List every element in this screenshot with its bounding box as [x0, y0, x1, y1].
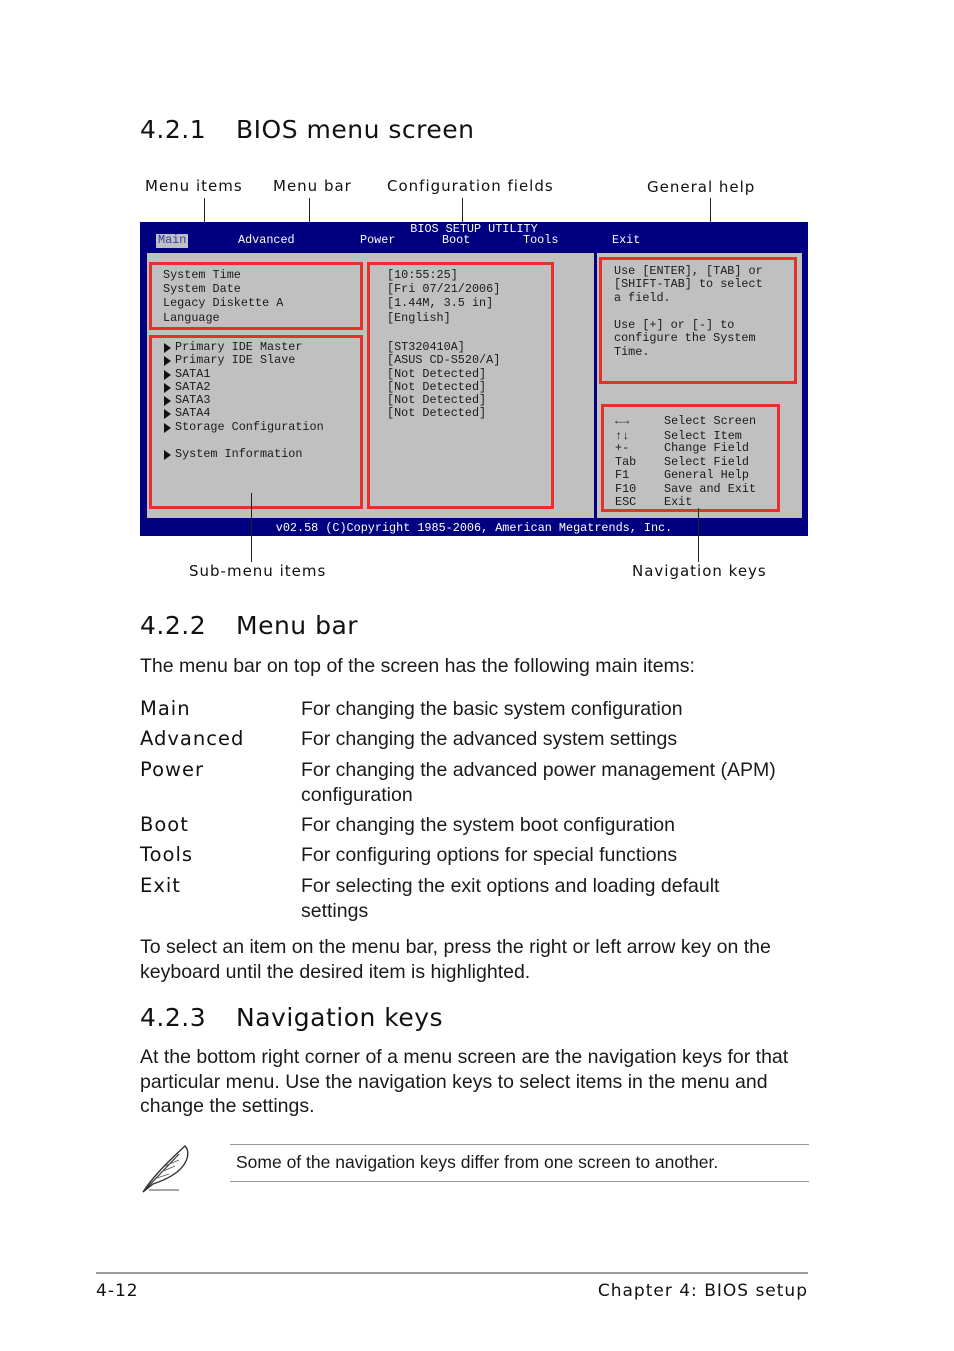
bios-value-system-time[interactable]: [10:55:25] — [387, 268, 458, 282]
bios-value-sata4: [Not Detected] — [387, 406, 487, 420]
leader-sub-menu-items — [251, 493, 252, 562]
callout-menu-items: Menu items — [145, 177, 243, 195]
highlight-navigation-keys — [601, 404, 780, 512]
bios-value-system-date[interactable]: [Fri 07/21/2006] — [387, 282, 501, 296]
bios-menu-power[interactable]: Power — [360, 233, 396, 247]
callout-configuration-fields: Configuration fields — [387, 177, 554, 195]
bios-menu-tools[interactable]: Tools — [523, 233, 559, 247]
bios-submenu-primary-ide-master[interactable]: Primary IDE Master — [175, 340, 303, 354]
bios-submenu-sata4[interactable]: SATA4 — [175, 406, 211, 420]
callout-general-help: General help — [647, 178, 756, 196]
navigation-paragraph: At the bottom right corner of a menu screen are the navigation keys for that particular menu. Use the navigation keys to select items in the menu and change the settings. — [140, 1046, 789, 1117]
page-number: 4-12 — [96, 1281, 139, 1301]
help-line: Use [ENTER], [TAB] or — [614, 264, 763, 278]
term-main: Main — [140, 697, 191, 720]
nav-action-select-screen: Select Screen — [664, 414, 757, 428]
nav-key-f10: F10 — [615, 482, 637, 496]
help-line: a field. — [614, 291, 671, 305]
nav-action-general-help: General Help — [664, 468, 749, 482]
highlight-menu-items — [149, 262, 363, 330]
bios-menu-advanced[interactable]: Advanced — [238, 233, 295, 247]
desc-exit: For selecting the exit options and loading default settings — [301, 875, 720, 922]
bios-menu-exit[interactable]: Exit — [612, 233, 641, 247]
section-title-navigation-keys: 4.2.3 Navigation keys — [140, 1003, 444, 1032]
help-line: Time. — [614, 345, 650, 359]
bios-copyright-footer: v02.58 (C)Copyright 1985-2006, American Megatrends, Inc. — [275, 520, 673, 535]
bios-submenu-system-information[interactable]: System Information — [175, 447, 303, 461]
bios-item-language[interactable]: Language — [163, 311, 220, 325]
bios-item-system-time[interactable]: System Time — [163, 268, 241, 282]
bios-item-system-date[interactable]: System Date — [163, 282, 241, 296]
bios-menu-boot[interactable]: Boot — [442, 233, 471, 247]
highlight-sub-menu-items — [149, 335, 363, 509]
callout-navigation-keys: Navigation keys — [632, 562, 767, 580]
help-line: configure the System — [614, 331, 756, 345]
nav-action-select-item: Select Item — [664, 429, 742, 443]
bios-submenu-sata2[interactable]: SATA2 — [175, 380, 211, 394]
desc-main: For changing the basic system configuration — [301, 698, 683, 720]
bios-value-sata2: [Not Detected] — [387, 380, 487, 394]
section-title-menu-bar: 4.2.2 Menu bar — [140, 611, 359, 640]
note-text: Some of the navigation keys differ from one screen to another. — [236, 1152, 719, 1172]
desc-tools: For configuring options for special functions — [301, 844, 678, 866]
leader-navigation-keys — [698, 508, 699, 562]
desc-power: For changing the advanced power management (APM) configuration — [301, 759, 776, 806]
nav-action-change-field: Change Field — [664, 441, 749, 455]
term-exit: Exit — [140, 874, 181, 897]
nav-key-plus-minus: +- — [615, 441, 630, 455]
bios-item-legacy-diskette[interactable]: Legacy Diskette A — [163, 296, 284, 310]
desc-advanced: For changing the advanced system settings — [301, 728, 678, 750]
term-power: Power — [140, 758, 204, 781]
bios-submenu-sata3[interactable]: SATA3 — [175, 393, 211, 407]
bios-value-language[interactable]: [English] — [387, 311, 451, 325]
nav-action-exit: Exit — [664, 495, 693, 509]
nav-action-select-field: Select Field — [664, 455, 749, 469]
feather-note-icon — [139, 1140, 195, 1196]
menubar-outro: To select an item on the menu bar, press the right or left arrow key on the keyboard until the desired item is highlighted. — [140, 936, 771, 983]
term-tools: Tools — [140, 843, 194, 866]
note-bottom-rule — [230, 1181, 809, 1182]
nav-key-tab: Tab — [615, 455, 637, 469]
term-boot: Boot — [140, 813, 189, 836]
bios-value-ide-master: [ST320410A] — [387, 340, 465, 354]
bios-title: BIOS SETUP UTILITY — [410, 222, 538, 236]
callout-menu-bar: Menu bar — [273, 177, 352, 195]
callout-sub-menu-items: Sub-menu items — [189, 562, 327, 580]
help-line: [SHIFT-TAB] to select — [614, 277, 763, 291]
help-line: Use [+] or [-] to — [614, 318, 735, 332]
nav-key-up-down-icon: ↑↓ — [615, 429, 630, 443]
page-footer-rule — [96, 1272, 808, 1274]
section-title-bios-menu-screen: 4.2.1 BIOS menu screen — [140, 115, 475, 144]
nav-key-left-right-icon: ←→ — [615, 414, 630, 428]
desc-boot: For changing the system boot configuration — [301, 814, 675, 836]
highlight-configuration-fields — [367, 262, 554, 509]
chapter-title: Chapter 4: BIOS setup — [597, 1281, 808, 1301]
bios-submenu-primary-ide-slave[interactable]: Primary IDE Slave — [175, 353, 296, 367]
bios-value-sata3: [Not Detected] — [387, 393, 487, 407]
bios-submenu-storage-configuration[interactable]: Storage Configuration — [175, 420, 324, 434]
bios-submenu-sata1[interactable]: SATA1 — [175, 367, 211, 381]
note-top-rule — [230, 1144, 809, 1145]
nav-key-esc: ESC — [615, 495, 637, 509]
highlight-general-help — [599, 257, 797, 384]
bios-value-ide-slave: [ASUS CD-S520/A] — [387, 353, 501, 367]
bios-value-sata1: [Not Detected] — [387, 367, 487, 381]
term-advanced: Advanced — [140, 727, 245, 750]
menubar-intro: The menu bar on top of the screen has the following main items: — [140, 655, 695, 677]
bios-menu-main[interactable]: Main — [158, 233, 187, 247]
nav-key-f1: F1 — [615, 468, 630, 482]
nav-action-save-exit: Save and Exit — [664, 482, 757, 496]
bios-value-legacy-diskette[interactable]: [1.44M, 3.5 in] — [387, 296, 494, 310]
